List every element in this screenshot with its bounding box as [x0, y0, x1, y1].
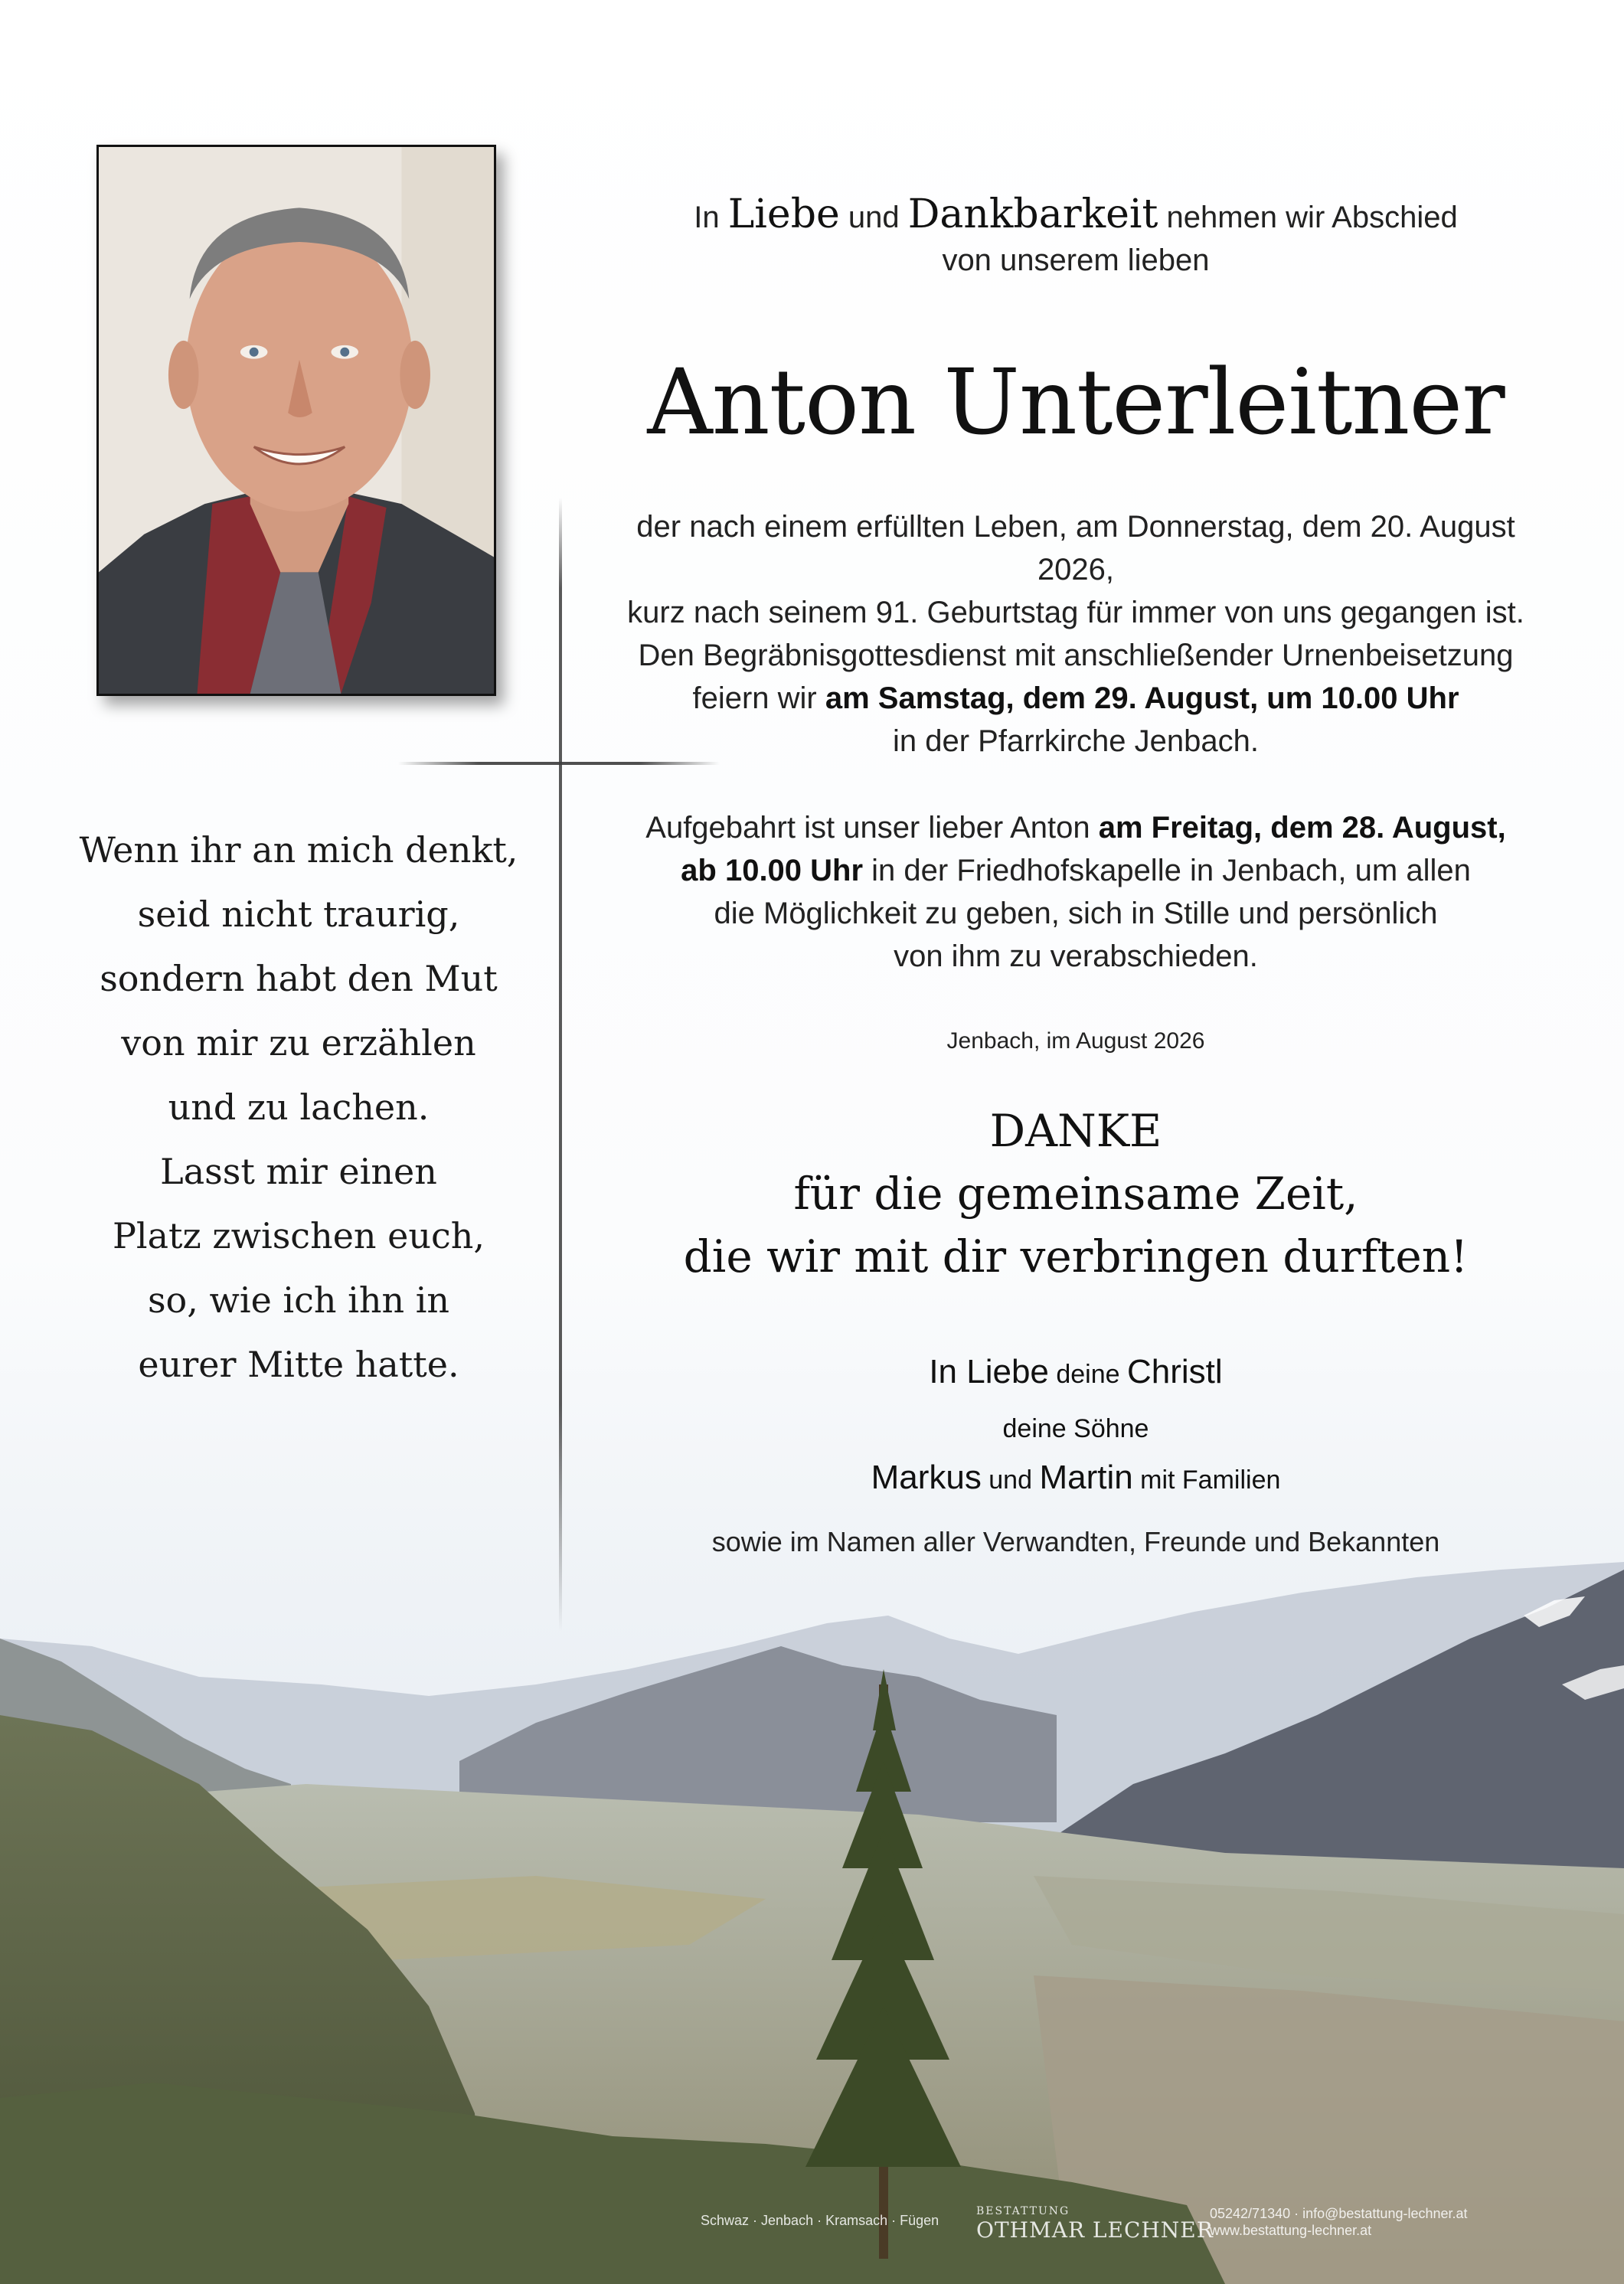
- paragraph-text: Aufgebahrt ist unser lieber Anton: [645, 811, 1099, 845]
- intro-text: [597, 193, 1554, 282]
- intro-liebe: Liebe: [727, 191, 840, 237]
- footer-brand-name: OTHMAR LECHNER: [976, 2217, 1214, 2243]
- family-line: deine Söhne: [1002, 1414, 1149, 1443]
- viewing-date: am Freitag, dem 28. August,: [1098, 811, 1506, 845]
- danke-line: DANKE: [989, 1105, 1162, 1157]
- paragraph-line: die Möglichkeit zu geben, sich in Stille und persönlich: [714, 897, 1438, 930]
- poem-line: eurer Mitte hatte.: [138, 1344, 459, 1385]
- cross-vertical-bar: [559, 498, 562, 1631]
- viewing-time: ab 10.00 Uhr: [681, 854, 864, 887]
- family-member-martin: Martin: [1039, 1459, 1133, 1496]
- funeral-service-paragraph: [597, 634, 1554, 763]
- paragraph-line: von ihm zu verabschieden.: [894, 939, 1258, 973]
- family-member-markus: Markus: [871, 1459, 982, 1496]
- poem-line: sondern habt den Mut: [100, 958, 498, 999]
- family-text: mit Familien: [1132, 1465, 1281, 1495]
- place-and-date: Jenbach, im August 2026: [946, 1028, 1205, 1054]
- intro-text-part: In: [694, 201, 728, 234]
- intro-line2: von unserem lieben: [942, 243, 1210, 277]
- paragraph-line: kurz nach seinem 91. Geburtstag für immer von uns gegangen ist.: [627, 596, 1524, 629]
- poem-line: und zu lachen.: [168, 1086, 430, 1128]
- paragraph-text: in der Friedhofskapelle in Jenbach, um allen: [863, 854, 1471, 887]
- poem-line: Platz zwischen euch,: [112, 1215, 485, 1256]
- poem-line: Wenn ihr an mich denkt,: [79, 829, 518, 871]
- intro-text-part: und: [839, 201, 908, 234]
- paragraph-line: in der Pfarrkirche Jenbach.: [892, 724, 1259, 758]
- funeral-date: am Samstag, dem 29. August, um 10.00 Uhr: [825, 681, 1459, 715]
- family-member-christl: Christl: [1126, 1353, 1223, 1390]
- footer-locations: Schwaz · Jenbach · Kramsach · Fügen: [701, 2213, 939, 2228]
- poem-line: so, wie ich ihn in: [147, 1279, 450, 1321]
- thank-you-message: [597, 1100, 1554, 1288]
- intro-dankbarkeit: Dankbarkeit: [907, 191, 1158, 237]
- paragraph-text: feiern wir: [692, 681, 825, 715]
- deceased-portrait: [96, 145, 496, 696]
- intro-text-part: nehmen wir Abschied: [1158, 201, 1458, 234]
- danke-line: die wir mit dir verbringen durften!: [683, 1230, 1469, 1283]
- viewing-paragraph: [597, 806, 1554, 978]
- footer-phone: 05242/71340 · info@bestattung-lechner.at: [1210, 2206, 1468, 2221]
- footer-brand: [976, 2205, 1214, 2243]
- danke-line: für die gemeinsame Zeit,: [793, 1168, 1358, 1220]
- footer-web: www.bestattung-lechner.at: [1210, 2223, 1372, 2238]
- death-notice-paragraph: [597, 505, 1554, 634]
- paragraph-line: der nach einem erfüllten Leben, am Donnerstag, dem 20. August 2026,: [636, 510, 1515, 587]
- poem-line: seid nicht traurig,: [137, 894, 460, 935]
- mourning-family: [597, 1348, 1554, 1510]
- poem-line: Lasst mir einen: [160, 1151, 437, 1192]
- footer-brand-small: BESTATTUNG: [976, 2205, 1070, 2217]
- deceased-name: Anton Unterleitner: [647, 349, 1505, 455]
- memorial-poem: [46, 818, 551, 1397]
- footer-contact: [1210, 2205, 1468, 2239]
- paragraph-line: Den Begräbnisgottesdienst mit anschließender Urnenbeisetzung: [638, 639, 1514, 672]
- family-text: In Liebe: [929, 1353, 1049, 1390]
- family-text: und: [981, 1465, 1040, 1495]
- family-text: deine: [1048, 1360, 1127, 1389]
- poem-line: von mir zu erzählen: [121, 1022, 476, 1064]
- closing-line: sowie im Namen aller Verwandten, Freunde und Bekannten: [711, 1526, 1440, 1557]
